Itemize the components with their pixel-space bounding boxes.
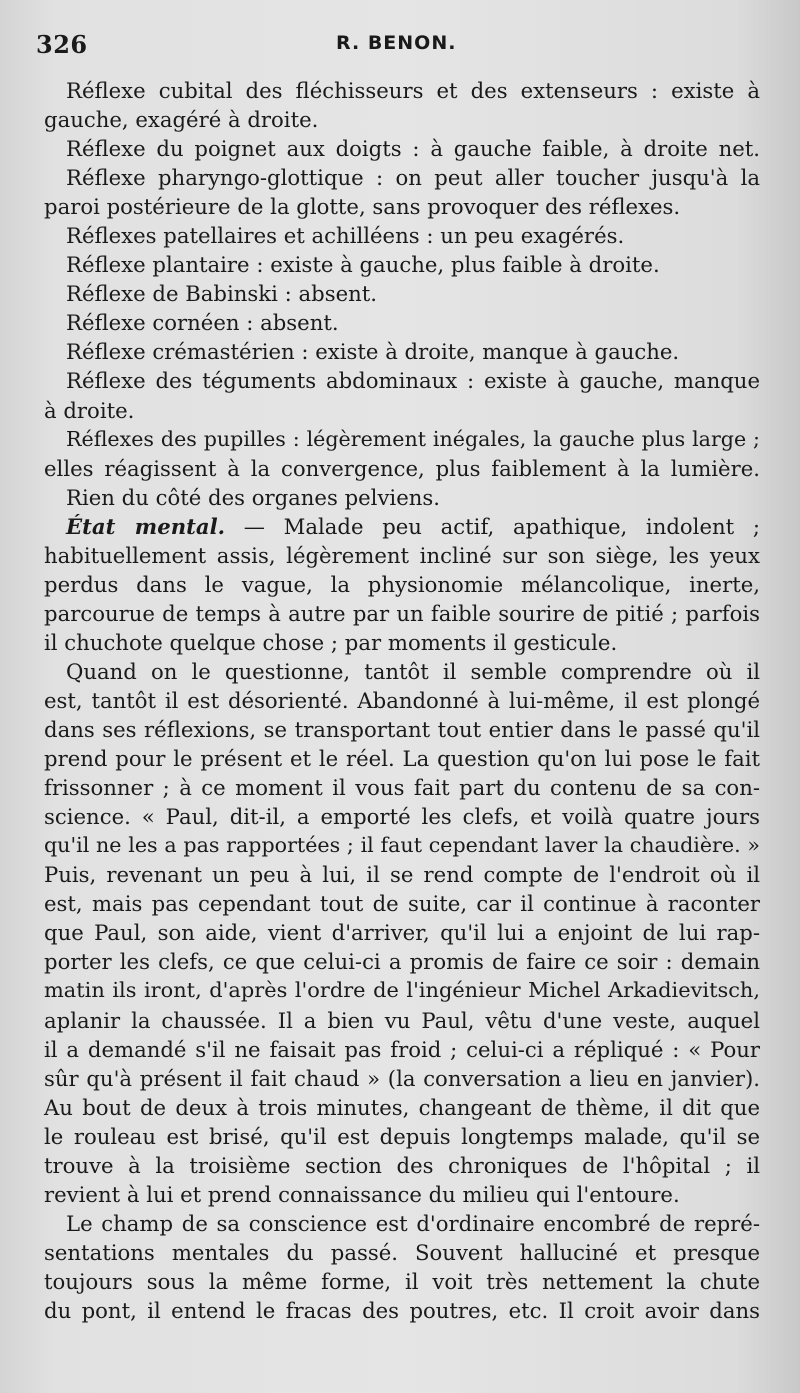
line-text: paroi postérieure de la glotte, sans provoquer des réflexes. [44, 194, 681, 220]
line-text: Réflexe plantaire : existe à gauche, plus faible à droite. [66, 252, 660, 278]
line-text: Au bout de deux à trois minutes, changeant de thème, il dit que [44, 1094, 760, 1120]
text-line [44, 221, 760, 250]
line-text: qu'il ne les a pas rapportées ; il faut cependant laver la chaudière. » [44, 833, 760, 858]
line-text: Réflexe cornéen : absent. [66, 310, 339, 336]
line-text: Réflexes des pupilles : légèrement inégales, la gauche plus large ; [66, 426, 760, 451]
line-text: aplanir la chaussée. Il a bien vu Paul, vêtu d'une veste, auquel [44, 1007, 760, 1033]
text-line [44, 76, 760, 105]
line-text: dans ses réflexions, se transportant tout entier dans le passé qu'il [44, 717, 760, 743]
text-line [44, 686, 760, 715]
line-text: Réflexe du poignet aux doigts : à gauche faible, à droite net. [66, 136, 760, 162]
line-text: science. « Paul, dit-il, a emporté les clefs, et voilà quatre jours [44, 804, 760, 830]
line-text: est, tantôt il est désorienté. Abandonné à lui-même, il est plongé [44, 687, 760, 713]
line-text: il a demandé s'il ne faisait pas froid ; celui-ci a répliqué : « Pour [44, 1036, 760, 1062]
text-line [44, 773, 760, 802]
line-text: il chuchote quelque chose ; par moments il gesticule. [44, 629, 618, 655]
line-text: toujours sous la même forme, il voit très nettement la chute [44, 1268, 760, 1294]
text-line [44, 192, 760, 221]
text-line [44, 396, 760, 425]
line-text: du pont, il entend le fracas des poutres, etc. Il croit avoir dans [44, 1297, 760, 1323]
text-line [44, 279, 760, 308]
text-line [44, 1296, 760, 1325]
line-text: trouve à la troisième section des chroniques de l'hôpital ; il [44, 1152, 760, 1178]
text-line [44, 860, 760, 889]
text-line [44, 454, 760, 483]
text-line [44, 889, 760, 918]
text-line [44, 105, 760, 134]
text-line [44, 1064, 760, 1093]
text-line [44, 918, 760, 947]
page-header [36, 30, 740, 64]
text-line [44, 1209, 760, 1238]
text-line [44, 366, 760, 395]
text-line [44, 425, 760, 454]
text-line [44, 570, 760, 599]
line-text: perdus dans le vague, la physionomie mélancolique, inerte, [44, 571, 760, 597]
text-line [44, 802, 760, 831]
text-line [44, 599, 760, 628]
line-text: parcourue de temps à autre par un faible sourire de pitié ; parfois [44, 600, 760, 626]
text-line [44, 308, 760, 337]
line-text: elles réagissent à la convergence, plus faiblement à la lumière. [44, 455, 760, 481]
running-head: R. BENON. [336, 32, 457, 54]
line-text: revient à lui et prend connaissance du milieu qui l'entoure. [44, 1181, 680, 1207]
text-line [44, 1122, 760, 1151]
line-text: à droite. [44, 397, 135, 423]
text-line [44, 657, 760, 686]
text-line [44, 1238, 760, 1267]
line-text: Réflexe pharyngo-glottique : on peut aller toucher jusqu'à la [66, 165, 760, 191]
line-text: Quand on le questionne, tantôt il semble comprendre où il [66, 658, 760, 684]
text-line [44, 744, 760, 773]
text-line [44, 1006, 760, 1035]
line-text: le rouleau est brisé, qu'il est depuis longtemps malade, qu'il se [44, 1123, 760, 1149]
line-text: matin ils iront, d'après l'ordre de l'ingénieur Michel Arkadievitsch, [44, 978, 760, 1003]
text-line [44, 1180, 760, 1209]
text-line [44, 512, 760, 541]
text-line [44, 947, 760, 976]
text-line [44, 715, 760, 744]
line-text: Réflexe crémastérien : existe à droite, manque à gauche. [66, 339, 680, 365]
text-line [44, 831, 760, 860]
body-text [44, 76, 760, 1325]
line-text: prend pour le présent et le réel. La question qu'on lui pose le fait [44, 746, 760, 772]
line-text: que Paul, son aide, vient d'arriver, qu'il lui a enjoint de lui rap- [44, 920, 760, 946]
text-line [44, 541, 760, 570]
line-text: sentations mentales du passé. Souvent halluciné et presque [44, 1239, 760, 1265]
section-heading: État mental. [66, 513, 226, 539]
text-line [44, 483, 760, 512]
text-line [44, 1151, 760, 1180]
line-text: Réflexe de Babinski : absent. [66, 281, 378, 307]
line-text: frissonner ; à ce moment il vous fait part du contenu de sa con- [44, 775, 760, 801]
line-text: porter les clefs, ce que celui-ci a promis de faire ce soir : demain [44, 949, 760, 975]
text-line [44, 976, 760, 1005]
text-line [44, 1035, 760, 1064]
line-text: gauche, exagéré à droite. [44, 107, 319, 133]
line-text: Réflexes patellaires et achilléens : un peu exagérés. [66, 223, 625, 249]
text-line [44, 337, 760, 366]
text-line [44, 628, 760, 657]
page-number: 326 [36, 30, 88, 59]
line-text: Réflexe des téguments abdominaux : existe à gauche, manque [66, 368, 760, 394]
text-line [44, 163, 760, 192]
text-line [44, 134, 760, 163]
line-text: Rien du côté des organes pelviens. [66, 484, 440, 510]
line-text: — Malade peu actif, apathique, indolent ; [243, 513, 760, 539]
text-line [44, 1267, 760, 1296]
text-line [44, 250, 760, 279]
line-text: habituellement assis, légèrement incliné sur son siège, les yeux [44, 542, 760, 568]
line-text: est, mais pas cependant tout de suite, car il continue à raconter [44, 891, 760, 917]
line-text: Puis, revenant un peu à lui, il se rend compte de l'endroit où il [44, 862, 760, 888]
text-line [44, 1093, 760, 1122]
line-text: Réflexe cubital des fléchisseurs et des extenseurs : existe à [66, 78, 760, 103]
line-text: sûr qu'à présent il fait chaud » (la conversation a lieu en janvier). [44, 1065, 760, 1091]
line-text: Le champ de sa conscience est d'ordinaire encombré de repré- [66, 1210, 760, 1236]
